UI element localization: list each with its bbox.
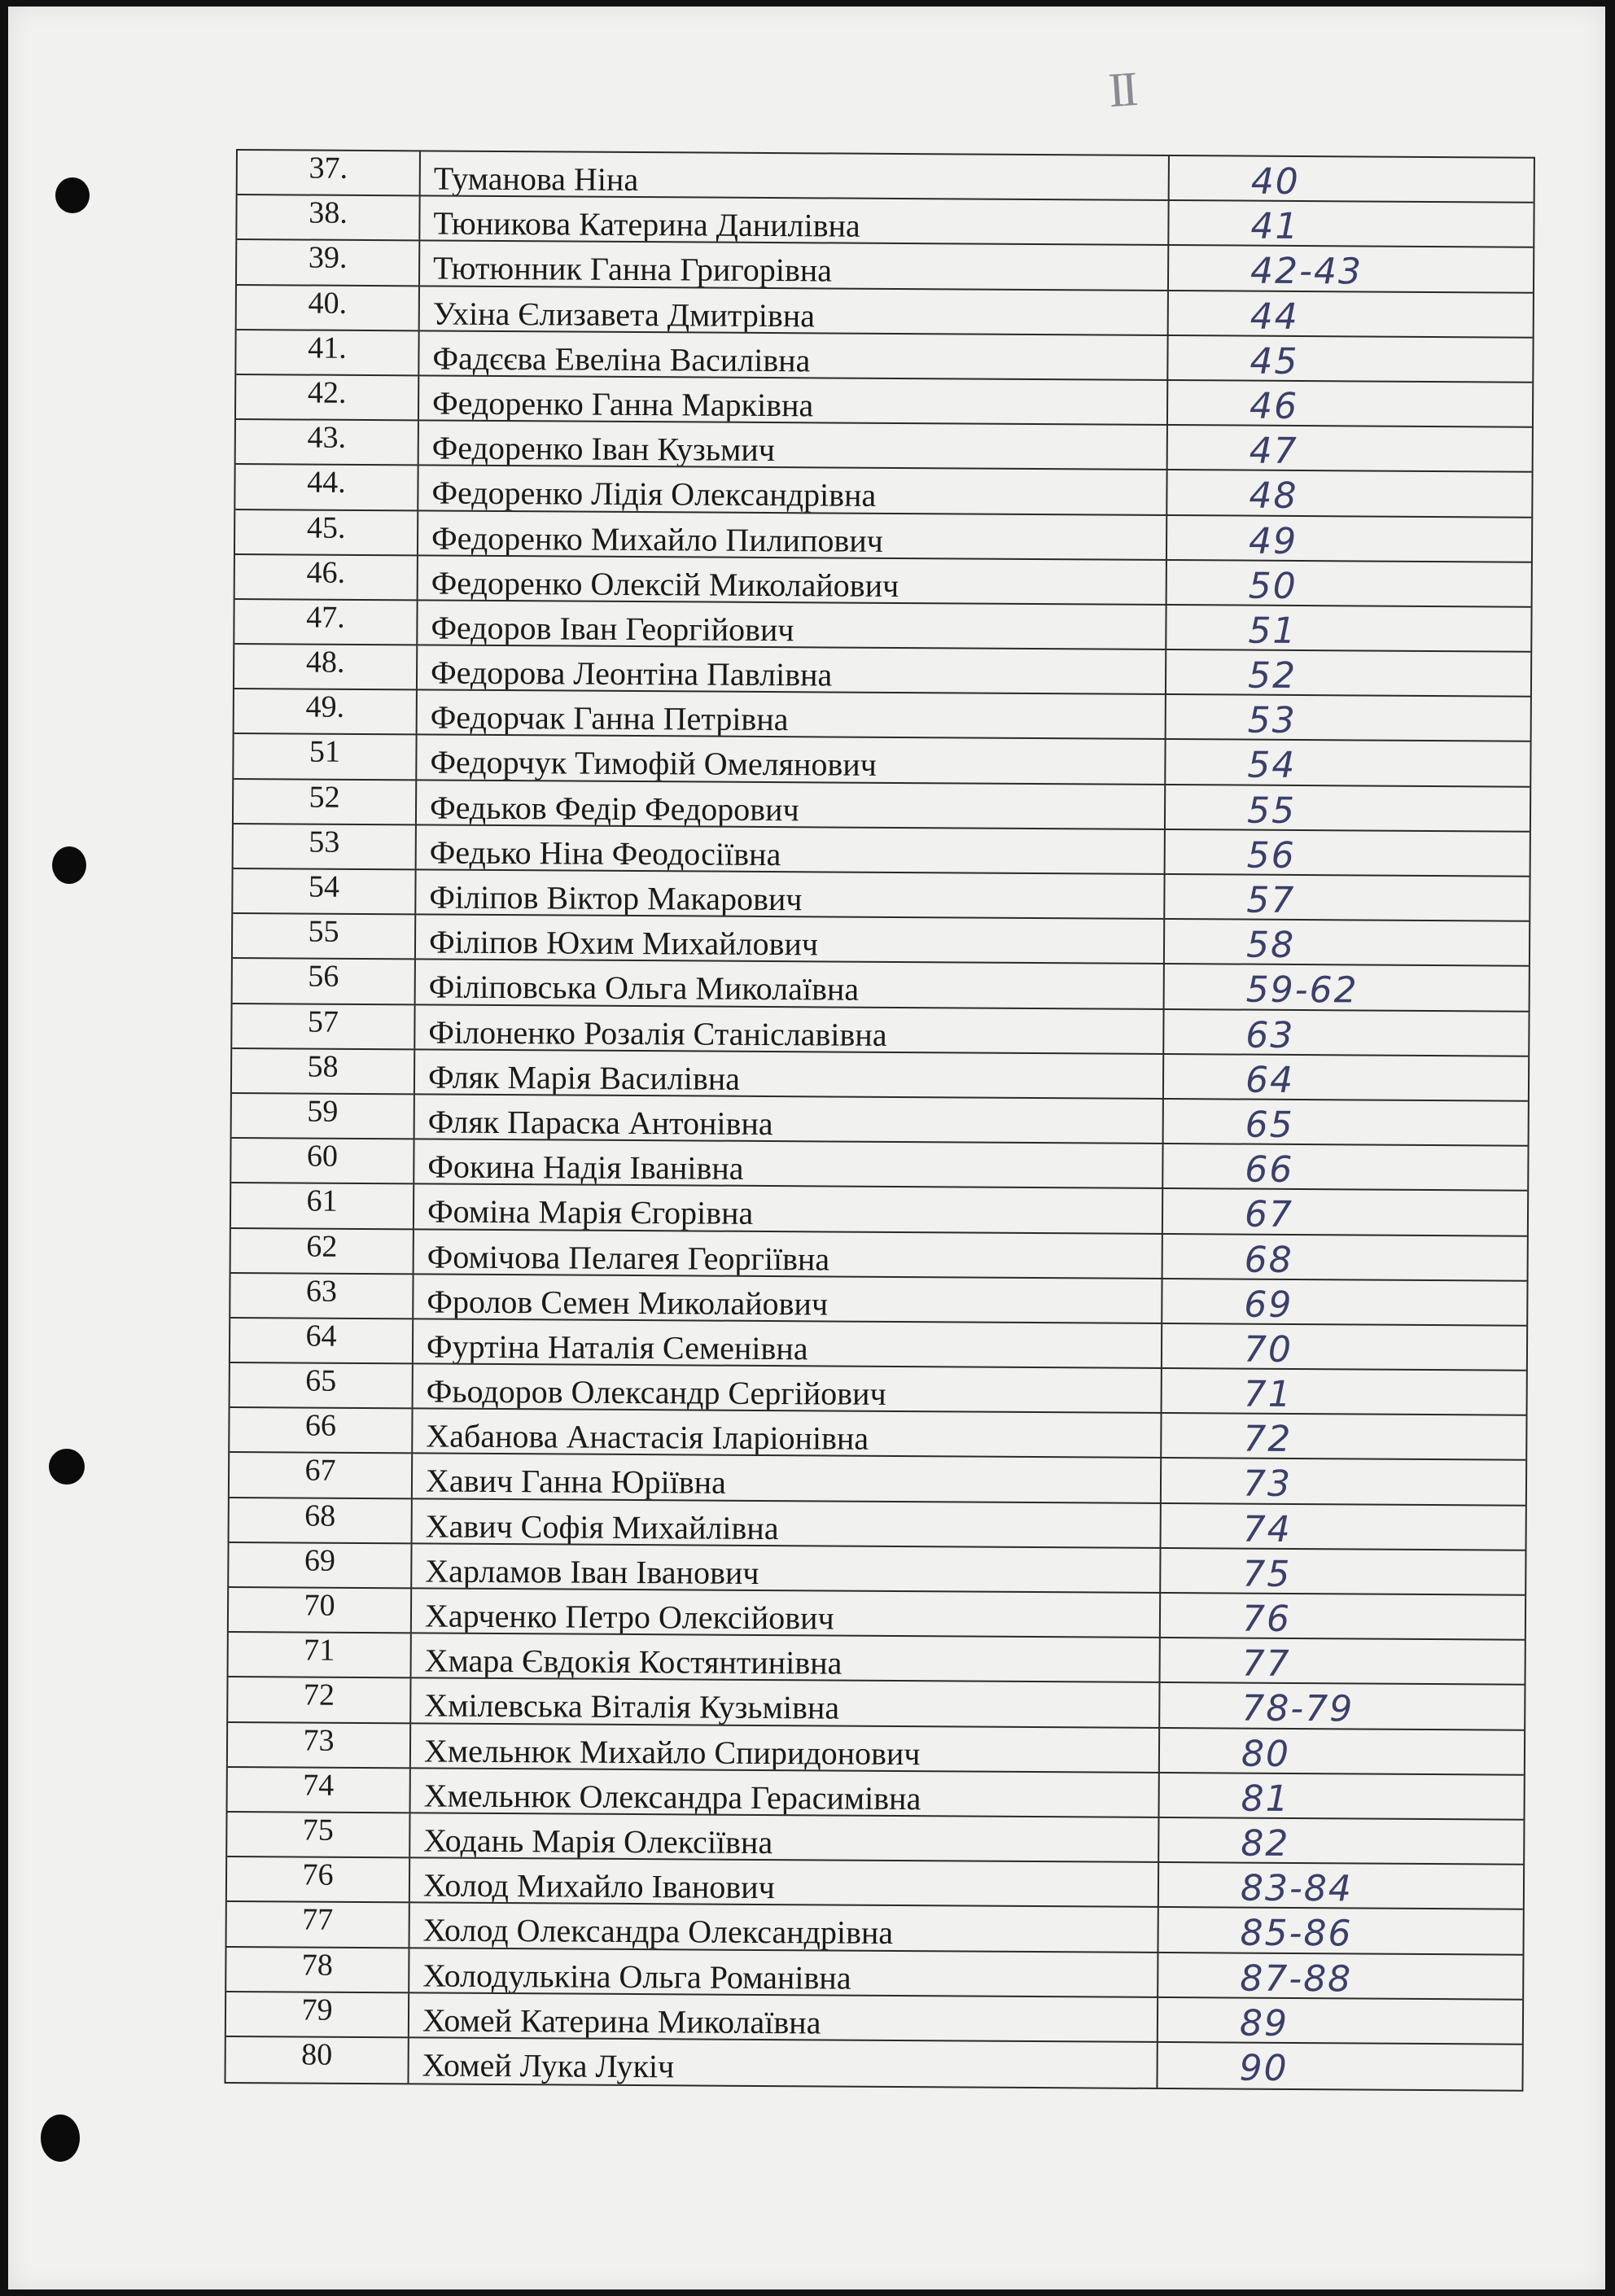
page-reference: 78-79	[1241, 1687, 1355, 1730]
table-row	[230, 1274, 1526, 1327]
row-number: 58	[232, 1049, 415, 1094]
table-row	[234, 780, 1530, 833]
table-row	[228, 1768, 1524, 1821]
row-number: 72	[228, 1677, 411, 1722]
table-row	[229, 1543, 1525, 1596]
person-name: Федорчак Ганна Петрівна	[418, 691, 1166, 739]
person-name: Федько Ніна Феодосіївна	[417, 825, 1166, 873]
person-name: Фляк Марія Василівна	[415, 1050, 1164, 1098]
table-row	[230, 1319, 1526, 1371]
table-row	[236, 420, 1532, 473]
person-name: Філіпов Юхим Михайлович	[416, 916, 1165, 964]
page-reference: 85-86	[1240, 1912, 1353, 1955]
person-name: Фадєєва Евеліна Василівна	[419, 331, 1168, 379]
table-row	[231, 1139, 1527, 1192]
page-reference: 83-84	[1240, 1867, 1353, 1910]
person-name: Хмара Євдокія Костянтинівна	[412, 1634, 1161, 1682]
row-number: 68	[230, 1498, 413, 1543]
person-name: Хмельнюк Олександра Герасимівна	[411, 1769, 1160, 1817]
person-name: Холод Михайло Іванович	[410, 1858, 1159, 1906]
table-row	[234, 824, 1530, 877]
row-number: 44.	[235, 465, 418, 509]
page-reference: 52	[1247, 654, 1298, 698]
row-number: 56	[233, 959, 416, 1004]
table-row	[234, 645, 1530, 698]
table-row	[233, 869, 1529, 922]
page-reference: 47	[1249, 430, 1298, 473]
table-row	[228, 1723, 1524, 1776]
row-number: 60	[231, 1139, 414, 1183]
person-name: Хавич Ганна Юріївна	[413, 1454, 1162, 1502]
table-row	[237, 286, 1533, 339]
row-number: 76	[227, 1857, 410, 1902]
row-number: 49.	[234, 689, 418, 734]
person-name: Філіповська Ольга Миколаївна	[416, 960, 1165, 1008]
person-name: Федоров Іван Георгійович	[418, 601, 1166, 649]
table-row	[228, 1677, 1524, 1730]
table-row	[234, 734, 1530, 787]
page-reference: 74	[1242, 1508, 1292, 1550]
person-name: Федоренко Михайло Пилипович	[418, 511, 1167, 559]
page-reference: 48	[1249, 475, 1298, 518]
table-row	[234, 689, 1530, 742]
page-reference: 69	[1244, 1284, 1293, 1326]
table-row	[232, 1049, 1528, 1102]
document-page	[8, 7, 1605, 2289]
person-name: Харченко Петро Олексійович	[412, 1589, 1161, 1637]
page-reference: 55	[1246, 789, 1297, 832]
person-name: Федоренко Ганна Марківна	[419, 376, 1168, 424]
person-name: Хомей Катерина Миколаївна	[409, 1993, 1158, 2041]
page-reference: 63	[1245, 1014, 1295, 1056]
table-row	[225, 2037, 1521, 2090]
page-reference: 72	[1243, 1418, 1293, 1461]
table-row	[235, 510, 1531, 563]
page-reference: 41	[1250, 205, 1300, 248]
punch-hole-2	[52, 846, 86, 884]
person-name: Федоренко Олексій Миколайович	[418, 556, 1167, 604]
table-row	[229, 1588, 1525, 1641]
row-number: 53	[234, 824, 417, 869]
person-name: Федьков Федір Федорович	[417, 781, 1166, 829]
row-number: 62	[231, 1228, 414, 1273]
row-number: 71	[229, 1633, 412, 1677]
page-reference: 45	[1250, 340, 1299, 383]
table-row	[229, 1633, 1525, 1686]
person-name: Тюникова Катерина Данилівна	[420, 197, 1169, 245]
row-number: 40.	[237, 286, 420, 330]
page-reference: 71	[1243, 1373, 1293, 1416]
row-number: 57	[232, 1004, 415, 1049]
corner-mark: II	[1106, 61, 1137, 118]
person-name: Хмілевська Віталія Кузьмівна	[411, 1679, 1160, 1727]
row-number: 80	[225, 2037, 409, 2084]
page-reference: 51	[1248, 610, 1298, 652]
page-reference: 58	[1245, 924, 1296, 967]
row-number: 75	[227, 1813, 410, 1857]
page-reference: 87-88	[1240, 1957, 1353, 2000]
table-row	[226, 1947, 1522, 2000]
page-reference: 80	[1241, 1733, 1291, 1775]
person-name: Фуртіна Наталія Семенівна	[414, 1319, 1162, 1367]
table-row	[230, 1408, 1525, 1461]
row-number: 55	[233, 914, 416, 959]
table-row	[235, 465, 1531, 518]
person-name: Хавич Софія Михайлівна	[413, 1499, 1162, 1547]
person-name: Харламов Іван Іванович	[412, 1544, 1161, 1592]
row-number: 52	[234, 780, 417, 824]
row-number: 38.	[237, 195, 420, 240]
person-name: Філіпов Віктор Макарович	[416, 870, 1165, 918]
person-name: Федорчук Тимофій Омелянович	[417, 736, 1166, 784]
person-name: Федоренко Лідія Олександрівна	[418, 466, 1167, 514]
row-number: 79	[226, 1992, 409, 2037]
person-name: Фролов Семен Миколайович	[414, 1275, 1162, 1323]
row-number: 66	[230, 1408, 413, 1453]
page-reference: 64	[1245, 1059, 1295, 1101]
person-name: Тютюнник Ганна Григорівна	[420, 242, 1169, 290]
punch-hole-1	[55, 177, 90, 213]
table-row	[237, 195, 1533, 248]
page-reference: 49	[1248, 520, 1298, 562]
row-number: 59	[232, 1094, 415, 1139]
person-name: Хомей Лука Лукіч	[409, 2038, 1158, 2088]
row-number: 63	[230, 1274, 414, 1319]
person-name: Фляк Параска Антонівна	[415, 1095, 1164, 1143]
person-name: Фьодоров Олександр Сергійович	[414, 1364, 1162, 1412]
page-reference: 90	[1239, 2047, 1289, 2089]
row-number: 48.	[234, 645, 418, 689]
table-row	[236, 375, 1532, 428]
page-reference: 81	[1241, 1778, 1290, 1820]
row-number: 39.	[237, 240, 420, 285]
row-number: 46.	[235, 555, 418, 600]
table-row	[227, 1902, 1523, 1955]
person-name: Фомічова Пелагея Георгіївна	[414, 1230, 1163, 1278]
page-reference: 70	[1243, 1328, 1293, 1371]
table-row	[236, 330, 1532, 383]
punch-hole-4	[41, 2115, 80, 2162]
table-row	[230, 1498, 1525, 1551]
table-row	[235, 555, 1531, 608]
person-name: Хмельнюк Михайло Спиридонович	[411, 1724, 1160, 1772]
row-number: 77	[227, 1902, 410, 1947]
table-row	[238, 151, 1534, 203]
table-row	[227, 1857, 1523, 1910]
person-name: Ухіна Єлизавета Дмитрівна	[420, 286, 1169, 335]
table-row	[226, 1992, 1522, 2045]
person-name: Туманова Ніна	[421, 151, 1170, 199]
page-reference: 89	[1239, 2002, 1289, 2045]
table-row	[237, 240, 1533, 293]
page-reference: 59-62	[1245, 969, 1359, 1012]
table-row	[230, 1363, 1526, 1416]
page-reference: 44	[1250, 295, 1299, 338]
page-reference: 68	[1244, 1239, 1293, 1281]
row-number: 51	[234, 734, 417, 779]
page-reference: 77	[1241, 1642, 1291, 1686]
row-number: 42.	[236, 375, 419, 420]
person-name: Холод Олександра Олександрівна	[410, 1904, 1159, 1952]
page-reference: 40	[1250, 160, 1300, 203]
table-row	[231, 1228, 1527, 1281]
table-row	[234, 600, 1530, 653]
page-reference: 53	[1247, 699, 1297, 742]
page-reference: 56	[1246, 834, 1296, 877]
row-number: 64	[230, 1319, 414, 1363]
row-number: 45.	[235, 510, 418, 555]
person-name: Філоненко Розалія Станіславівна	[415, 1005, 1164, 1053]
row-number: 47.	[234, 600, 418, 645]
row-number: 69	[229, 1543, 412, 1588]
table-row	[231, 1183, 1527, 1236]
row-number: 65	[230, 1363, 414, 1408]
row-number: 67	[230, 1453, 413, 1498]
person-name: Фоміна Марія Єгорівна	[414, 1185, 1163, 1233]
person-name: Федоренко Іван Кузьмич	[419, 422, 1168, 470]
page-reference: 67	[1244, 1193, 1294, 1236]
person-name: Ходань Марія Олексіївна	[410, 1813, 1159, 1861]
table-row	[232, 1004, 1528, 1057]
page-reference: 73	[1242, 1463, 1293, 1506]
table-row	[233, 959, 1529, 1012]
page-reference: 82	[1241, 1822, 1290, 1865]
table-row	[232, 1094, 1528, 1147]
page-reference: 76	[1241, 1598, 1292, 1640]
table-row	[227, 1813, 1523, 1865]
table-row	[233, 914, 1529, 967]
row-number: 61	[231, 1183, 414, 1228]
table-row	[230, 1453, 1525, 1506]
row-number: 74	[228, 1768, 411, 1813]
row-number: 73	[228, 1723, 411, 1768]
page-reference: 75	[1242, 1553, 1292, 1595]
person-name: Фокина Надія Іванівна	[414, 1139, 1163, 1187]
page-reference: 57	[1246, 879, 1296, 921]
person-name: Хабанова Анастасія Іларіонівна	[413, 1410, 1162, 1458]
page-reference: 66	[1245, 1148, 1294, 1192]
row-number: 70	[229, 1588, 412, 1633]
punch-hole-3	[49, 1449, 85, 1485]
name-list-table	[224, 149, 1534, 2092]
page-reference: 50	[1248, 565, 1298, 607]
page-reference: 54	[1247, 745, 1297, 787]
row-number: 43.	[236, 420, 419, 465]
person-name: Федорова Леонтіна Павлівна	[418, 645, 1166, 693]
row-number: 37.	[238, 151, 421, 195]
page-reference: 65	[1245, 1104, 1294, 1146]
page-reference: 42-43	[1250, 250, 1363, 293]
row-number: 78	[226, 1947, 409, 1992]
row-number: 41.	[236, 330, 419, 375]
row-number: 54	[233, 869, 416, 914]
page-reference: 46	[1249, 385, 1299, 427]
person-name: Холодулькіна Ольга Романівна	[409, 1948, 1158, 1996]
